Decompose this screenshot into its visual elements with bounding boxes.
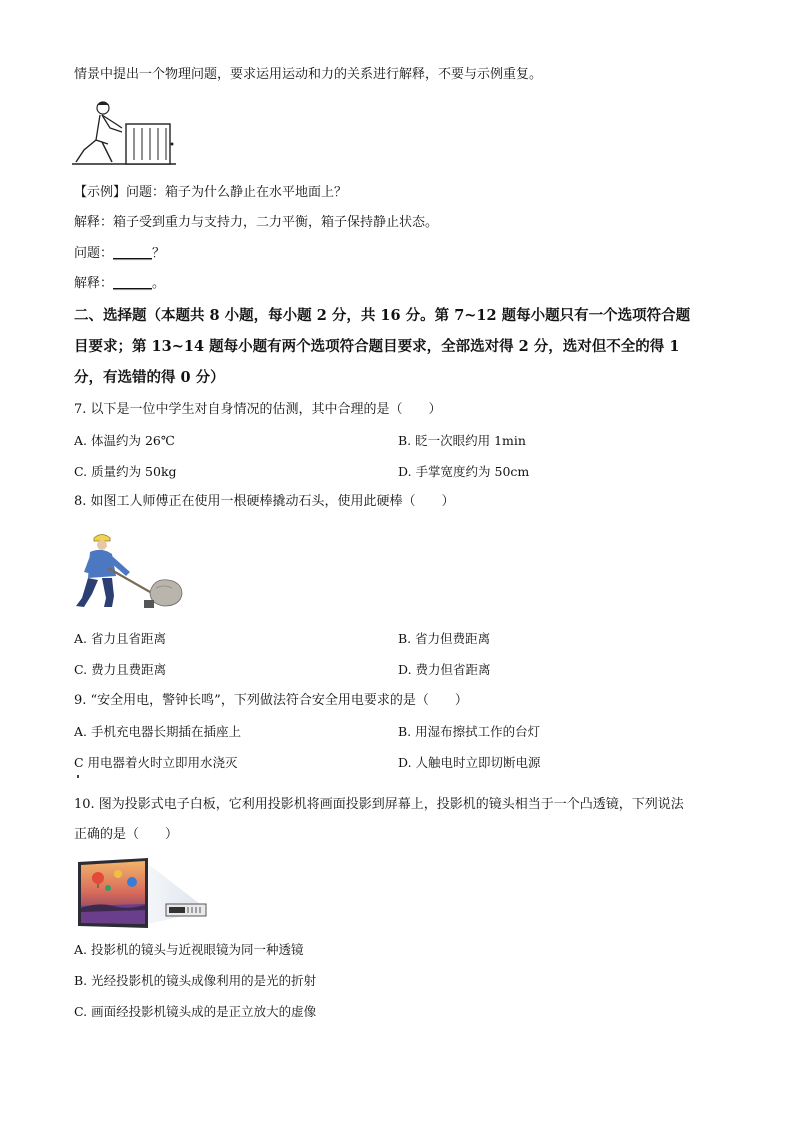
q9-option-c[interactable]: C 用电器着火时立即用水浇灭: [74, 755, 238, 770]
q8-option-a[interactable]: A. 省力且省距离: [74, 631, 166, 646]
section2-heading-line2: 目要求；第 13~14 题每小题有两个选项符合题目要求，全部选对得 2 分，选对但不全的得 1: [74, 338, 680, 355]
projector-screen-figure: [78, 858, 212, 930]
answer-question-line: [74, 245, 165, 263]
q9-option-a[interactable]: A. 手机充电器长期插在插座上: [74, 724, 241, 739]
example-question: 【示例】问题：箱子为什么静止在水平地面上？: [74, 185, 348, 200]
q7-option-a[interactable]: A. 体温约为 26℃: [74, 433, 175, 448]
q9-option-d[interactable]: D. 人触电时立即切断电源: [398, 755, 541, 770]
q8-option-d[interactable]: D. 费力但省距离: [398, 662, 491, 677]
q7-option-c[interactable]: C. 质量约为 50kg: [74, 464, 177, 479]
intro-text: 情景中提出一个物理问题，要求运用运动和力的关系进行解释，不要与示例重复。: [74, 67, 543, 82]
q10-option-b[interactable]: B. 光经投影机的镜头成像利用的是光的折射: [74, 973, 317, 988]
q10-stem-line1: 10. 图为投影式电子白板，它利用投影机将画面投影到屏幕上，投影机的镜头相当于一个凸透镜，下列说法: [74, 797, 684, 812]
section2-heading-line1: 二、选择题（本题共 8 小题，每小题 2 分，共 16 分。第 7~12 题每小题只有一个选项符合题: [74, 307, 691, 324]
explanation-blank[interactable]: ______: [113, 276, 153, 291]
q7-option-d[interactable]: D. 手掌宽度约为 50cm: [398, 464, 530, 479]
explanation-suffix: 。: [152, 276, 166, 291]
worker-lever-figure: [72, 532, 186, 612]
answer-explanation-line: [74, 275, 165, 293]
question-suffix: ？: [152, 246, 166, 261]
q7-stem: 7. 以下是一位中学生对自身情况的估测，其中合理的是（ ）: [74, 402, 442, 417]
q10-option-c[interactable]: C. 画面经投影机镜头成的是正立放大的虚像: [74, 1004, 317, 1019]
q7-option-b[interactable]: B. 眨一次眼约用 1min: [398, 433, 526, 448]
question-blank[interactable]: ______: [113, 246, 153, 261]
q8-option-c[interactable]: C. 费力且费距离: [74, 662, 167, 677]
explanation-prefix: 解释：: [74, 276, 114, 291]
q8-stem: 8. 如图工人师傅正在使用一根硬棒撬动石头，使用此硬棒（ ）: [74, 494, 455, 509]
q9-option-b[interactable]: B. 用湿布擦拭工作的台灯: [398, 724, 541, 739]
stray-mark: [77, 775, 79, 778]
q8-option-b[interactable]: B. 省力但费距离: [398, 631, 491, 646]
question-prefix: 问题：: [74, 246, 114, 261]
q10-option-a[interactable]: A. 投影机的镜头与近视眼镜为同一种透镜: [74, 942, 304, 957]
q10-stem-line2: 正确的是（ ）: [74, 827, 179, 842]
example-answer: 解释：箱子受到重力与支持力，二力平衡，箱子保持静止状态。: [74, 215, 439, 230]
person-pushing-box-figure: [72, 98, 180, 166]
section2-heading-line3: 分，有选错的得 0 分）: [74, 369, 225, 386]
q9-stem: 9. “安全用电，警钟长鸣”，下列做法符合安全用电要求的是（ ）: [74, 693, 468, 708]
